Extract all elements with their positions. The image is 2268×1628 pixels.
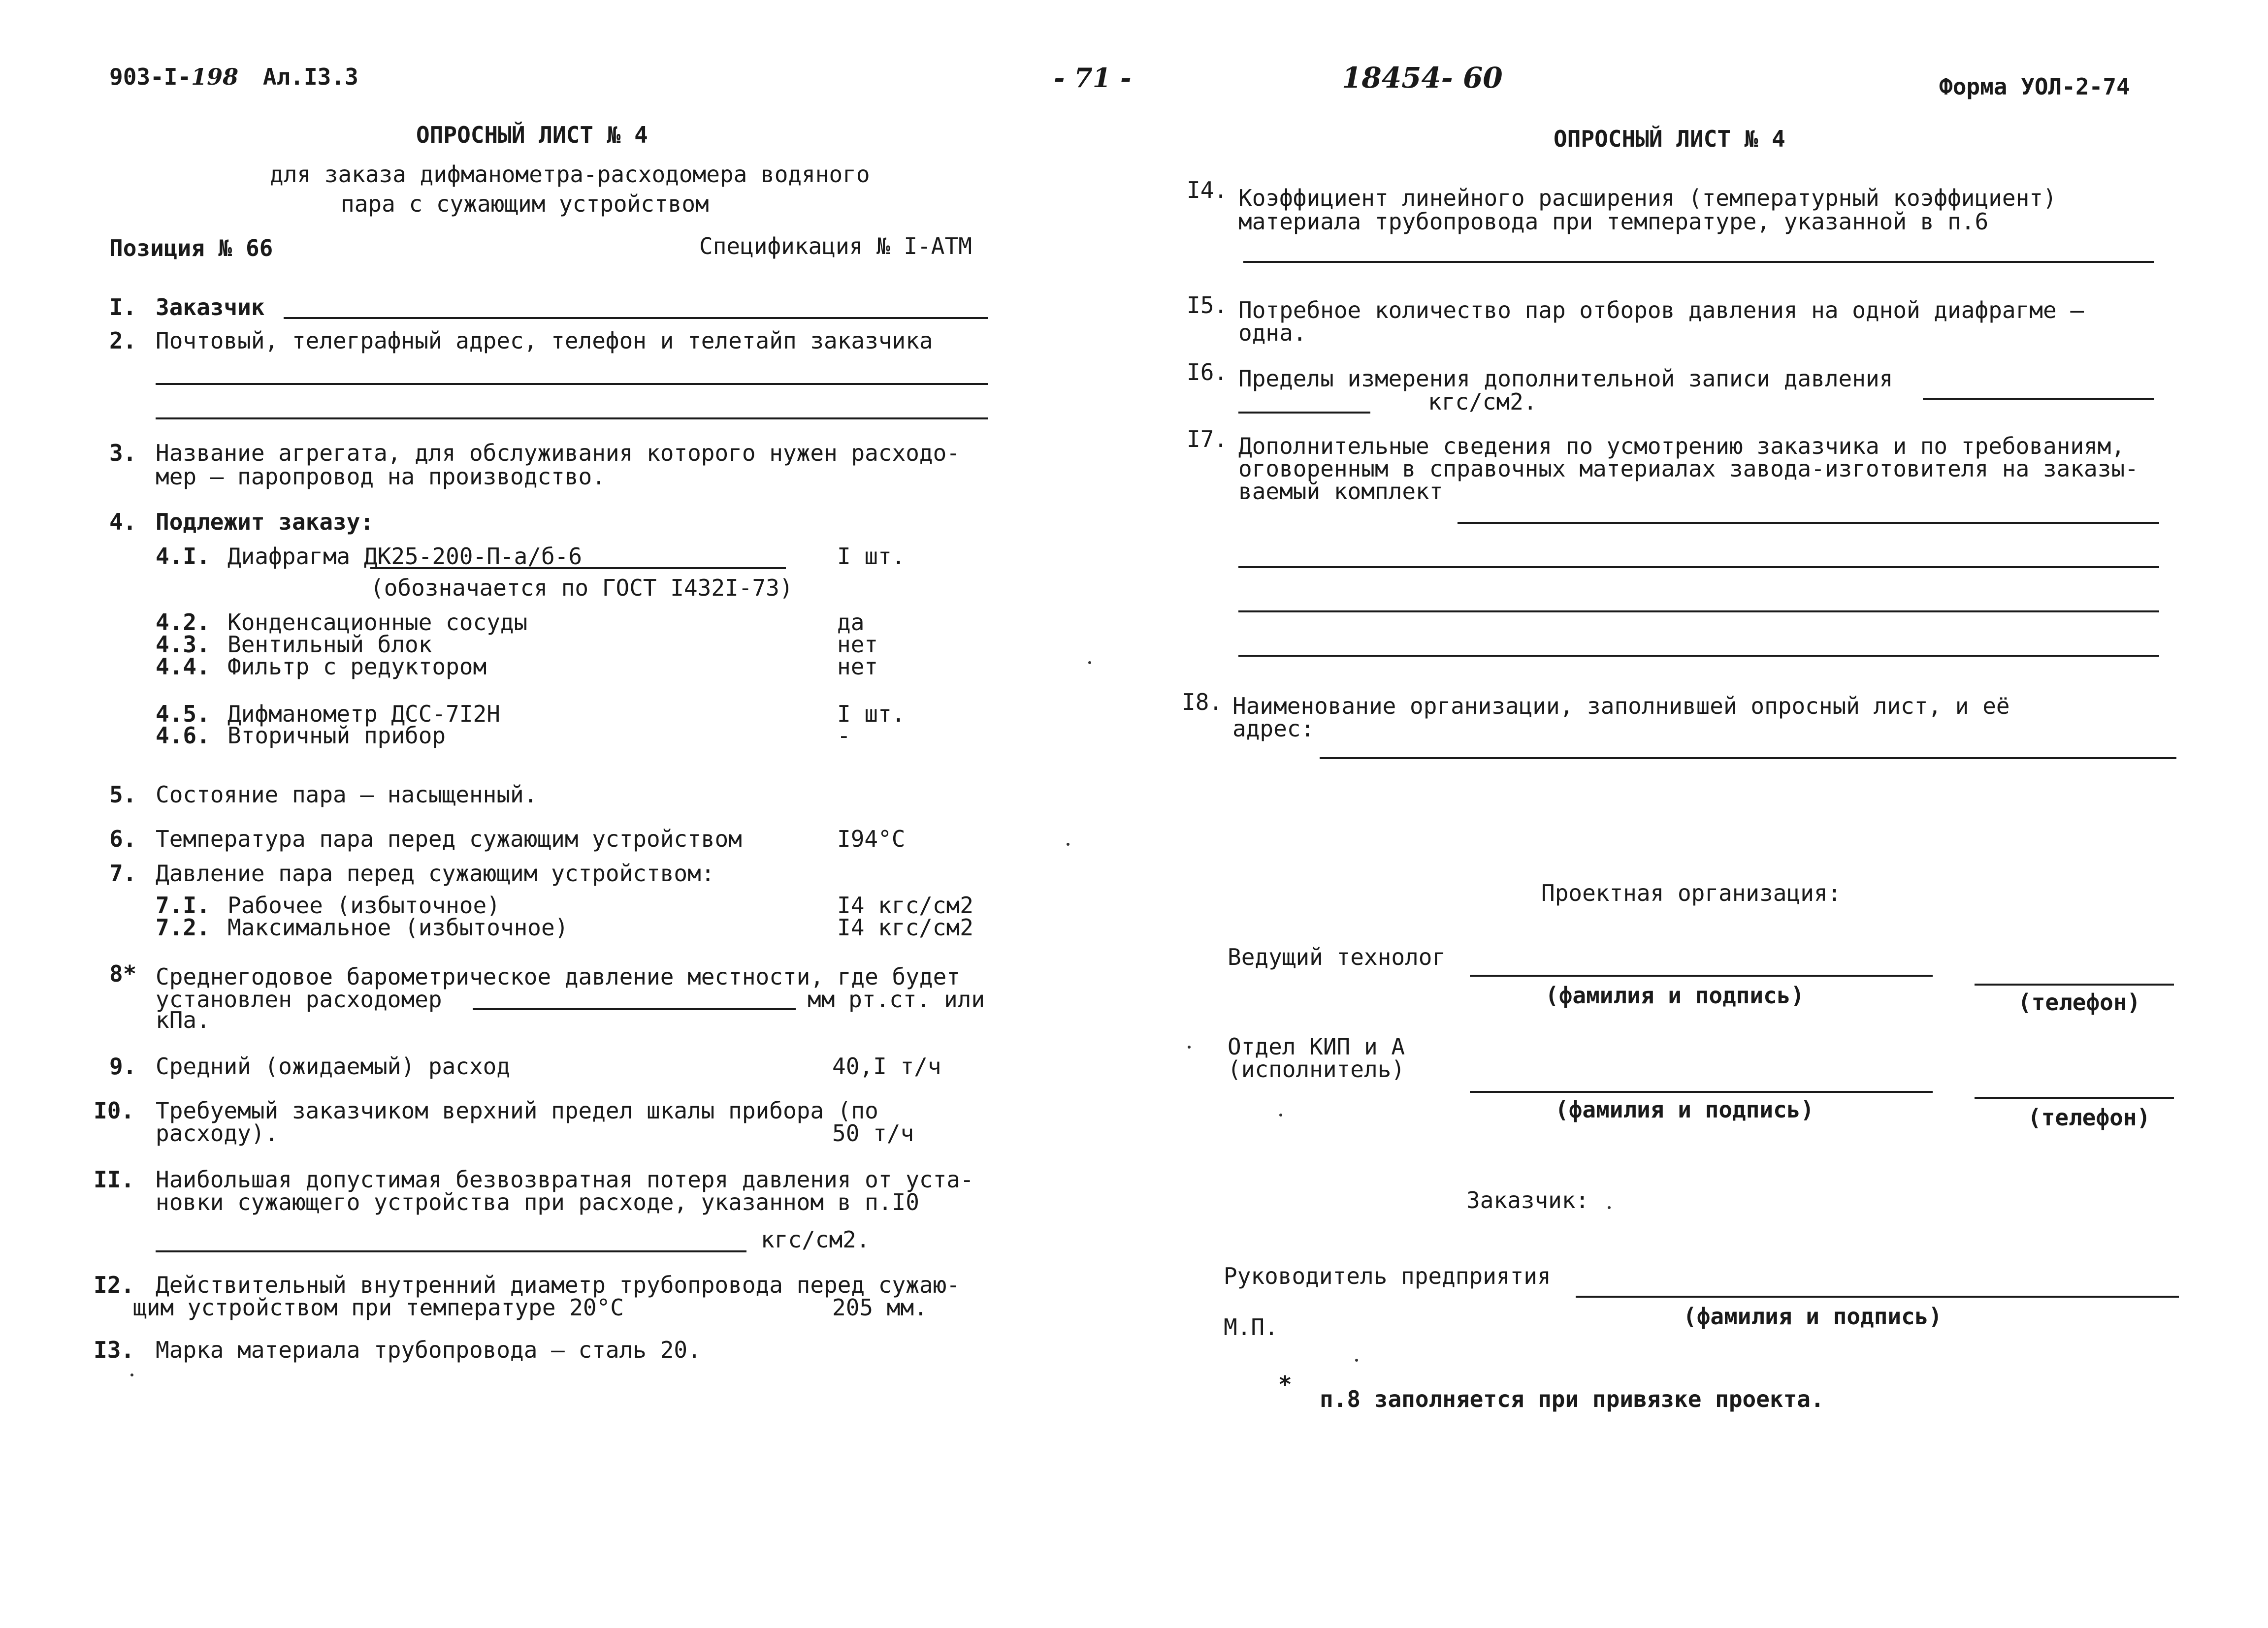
item-11-number: II. [94,1166,135,1193]
kip-department-line2: (исполнитель) [1228,1056,1405,1083]
item-15-line2: одна. [1238,319,1307,346]
item-1-number: I. [109,294,137,320]
item-17-line2: оговоренным в справочных материалах завода-изготовителя на заказы- [1238,455,2138,482]
item-1-label: Заказчик [156,294,265,320]
item-12-line2: щим устройством при температуре 20°С [133,1294,624,1321]
item-10-number: I0. [94,1097,135,1124]
item-4-1-value: I шт. [837,543,906,570]
item-17-line1: Дополнительные сведения по усмотрению заказчика и по требованиям, [1238,433,2125,459]
item-11-line2: новки сужающего устройства при расходе, указанном в п.I0 [156,1189,919,1215]
item-17-number: I7. [1187,426,1228,452]
item-7-2-number: 7.2. [156,914,210,941]
item-11-fill-line[interactable] [156,1250,746,1252]
item-15-number: I5. [1187,292,1228,319]
item-11-unit: кгс/см2. [761,1226,870,1253]
item-9-text: Средний (ожидаемый) расход [156,1053,511,1080]
item-7-text: Давление пара перед сужающим устройством: [156,860,715,887]
phone-caption-1: (телефон) [2018,989,2141,1016]
item-2-text: Почтовый, телеграфный адрес, телефон и телетайп заказчика [156,327,933,354]
position-number: Позиция № 66 [109,235,273,261]
scan-speck [1188,1046,1191,1049]
item-16-line1: Пределы измерения дополнительной записи давления [1238,365,1893,392]
left-title: ОПРОСНЫЙ ЛИСТ № 4 [416,122,648,148]
stamp-place: М.П. [1224,1314,1278,1341]
item-4-3-text: Вентильный блок [227,631,432,658]
signature-caption-2: (фамилия и подпись) [1555,1096,1814,1123]
item-13-number: I3. [94,1337,135,1363]
item-17-fill-line-4[interactable] [1238,655,2159,657]
item-14-line2: материала трубопровода при температуре, указанной в п.6 [1238,208,1989,235]
kip-phone-line[interactable] [1975,1097,2174,1099]
phone-caption-2: (телефон) [2028,1104,2151,1131]
item-4-text: Подлежит заказу: [156,509,374,535]
item-5-text: Состояние пара – насыщенный. [156,781,538,808]
item-15-line1: Потребное количество пар отборов давления на одной диафрагме – [1238,297,2084,323]
item-4-2-number: 4.2. [156,609,210,636]
item-7-1-value: I4 кгс/см2 [837,892,973,919]
item-4-2-text: Конденсационные сосуды [227,609,528,636]
item-17-fill-line-2[interactable] [1238,566,2159,568]
project-organization-heading: Проектная организация: [1541,880,1842,906]
form-code: Форма УОЛ-2-74 [1939,73,2130,100]
item-8-number: 8* [109,960,137,987]
item-13-text: Марка материала трубопровода – сталь 20. [156,1337,701,1363]
item-17-fill-line-3[interactable] [1238,610,2159,612]
item-6-number: 6. [109,826,137,852]
item-4-6-number: 4.6. [156,722,210,749]
item-8-line3: кПа. [156,1007,210,1033]
right-title: ОПРОСНЫЙ ЛИСТ № 4 [1554,126,1785,152]
scan-speck [1355,1359,1358,1362]
album-number: Ал.I3.3 [262,64,358,90]
item-8-line2-unit: мм рт.ст. или [808,986,985,1013]
item-12-line1: Действительный внутренний диаметр трубопровода перед сужаю- [156,1272,960,1298]
item-5-number: 5. [109,781,137,808]
item-4-6-text: Вторичный прибор [227,722,446,749]
item-4-4-value: нет [837,653,878,680]
item-4-3-number: 4.3. [156,631,210,658]
item-16-line2: кгс/см2. [1428,388,1537,415]
customer-fill-line[interactable] [284,317,988,319]
document-code: 903-I-198 Ал.I3.3 [109,64,358,90]
signature-caption-1: (фамилия и подпись) [1545,982,1805,1009]
item-16-number: I6. [1187,359,1228,385]
handwritten-registration-number: 18454- 60 [1342,61,1503,95]
item-14-line1: Коэффициент линейного расширения (температурный коэффициент) [1238,185,2057,211]
item-3-number: 3. [109,440,137,466]
item-4-1-note: (обозначается по ГОСТ I432I-73) [370,575,793,601]
item-18-number: I8. [1182,689,1223,715]
lead-technologist-signature-line[interactable] [1470,975,1933,977]
address-fill-line-2[interactable] [156,417,988,419]
item-3-line2: мер – паропровод на производство. [156,463,606,490]
item-6-text: Температура пара перед сужающим устройством [156,826,742,852]
item-16-fill-line-1[interactable] [1923,398,2154,400]
item-10-line2: расходу). [156,1120,279,1147]
footnote-text: п.8 заполняется при привязке проекта. [1320,1386,1824,1412]
scan-speck [1067,843,1069,846]
item-7-1-text: Рабочее (избыточное) [227,892,500,919]
item-18-fill-line[interactable] [1320,757,2176,759]
item-11-line1: Наибольшая допустимая безвозвратная потеря давления от уста- [156,1166,974,1193]
scan-speck [1088,661,1091,664]
scan-speck [1608,1206,1611,1209]
item-4-5-value: I шт. [837,701,906,727]
item-4-4-number: 4.4. [156,653,210,680]
item-4-1-text: Диафрагма ДК25-200-П-а/б-6 [227,543,583,570]
item-12-value: 205 мм. [832,1294,928,1321]
footnote-mark: * [1278,1371,1292,1398]
handwritten-doc-number: 198 [191,64,239,90]
item-4-5-text: Дифманометр ДСС-7I2Н [227,701,500,727]
item-3-line1: Название агрегата, для обслуживания которого нужен расходо- [156,440,960,466]
item-2-number: 2. [109,327,137,354]
item-7-1-number: 7.I. [156,892,210,919]
scan-speck [1279,1114,1282,1117]
item-14-fill-line[interactable] [1243,261,2154,263]
item-16-fill-line-2[interactable] [1238,412,1370,414]
item-9-value: 40,I т/ч [832,1053,941,1080]
item-6-value: I94°С [837,826,906,852]
lead-technologist-label: Ведущий технолог [1228,944,1446,970]
item-18-line1: Наименование организации, заполнившей опросный лист, и её [1232,693,2010,719]
item-7-number: 7. [109,860,137,887]
item-12-number: I2. [94,1272,135,1298]
item-10-line1: Требуемый заказчиком верхний предел шкалы прибора (по [156,1097,878,1124]
item-4-1-underline [370,567,786,569]
item-17-line3: ваемый комплект [1238,478,1443,505]
item-4-1-number: 4.I. [156,543,210,570]
item-14-number: I4. [1187,177,1228,203]
left-subtitle-line1: для заказа дифманометра-расходомера водяного [270,161,870,188]
address-fill-line-1[interactable] [156,383,988,385]
kip-department-line1: Отдел КИП и А [1228,1033,1405,1060]
enterprise-head-signature-line[interactable] [1576,1296,2179,1298]
customer-heading: Заказчик: [1466,1187,1589,1213]
specification-number: Спецификация № I-АТМ [699,233,972,259]
item-8-line2-label: установлен расходомер [156,986,442,1013]
signature-caption-3: (фамилия и подпись) [1683,1303,1943,1330]
item-4-2-value: да [837,609,865,636]
item-4-4-text: Фильтр с редуктором [227,653,487,680]
lead-technologist-phone-line[interactable] [1975,984,2174,986]
item-9-number: 9. [109,1053,137,1080]
item-7-2-value: I4 кгс/см2 [837,914,973,941]
item-7-2-text: Максимальное (избыточное) [227,914,569,941]
item-8-fill-line[interactable] [473,1008,796,1010]
item-10-value: 50 т/ч [832,1120,914,1147]
item-4-number: 4. [109,509,137,535]
enterprise-head-label: Руководитель предприятия [1224,1263,1551,1289]
item-4-6-value: - [837,722,851,749]
left-subtitle-line2: пара с сужающим устройством [341,191,709,217]
item-8-line1: Среднегодовое барометрическое давление местности, где будет [156,963,960,990]
item-18-line2: адрес: [1232,715,1315,742]
scan-speck [130,1373,133,1376]
kip-signature-line[interactable] [1470,1091,1933,1093]
item-4-3-value: нет [837,631,878,658]
item-4-5-number: 4.5. [156,701,210,727]
page-number: - 71 - [1054,62,1132,94]
item-17-fill-line-1[interactable] [1458,522,2159,524]
